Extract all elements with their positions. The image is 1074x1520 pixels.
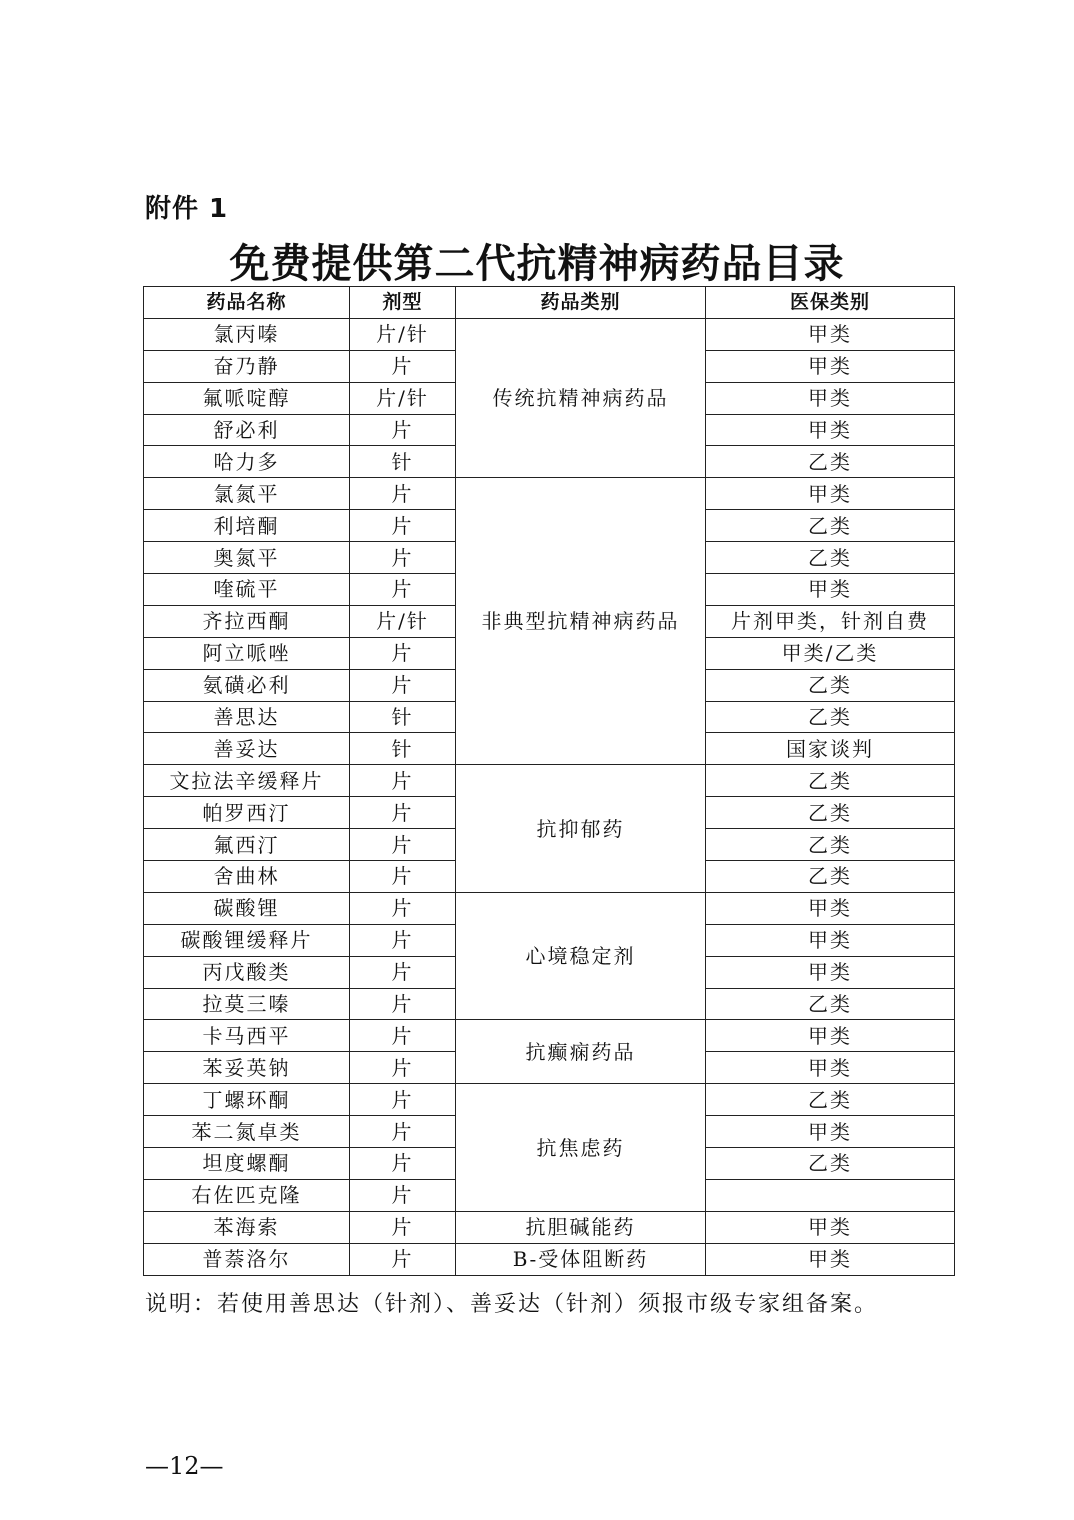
dosage-form-cell: 片/针 xyxy=(350,382,456,414)
table-row xyxy=(144,318,955,350)
table-row xyxy=(144,1084,955,1116)
dosage-form-cell: 片 xyxy=(350,1148,456,1180)
insurance-cell: 甲类 xyxy=(706,1243,955,1275)
table-row xyxy=(144,1020,955,1052)
insurance-cell: 甲类 xyxy=(706,574,955,606)
drug-name-cell: 碳酸锂 xyxy=(144,892,350,924)
drug-name-cell: 奥氮平 xyxy=(144,542,350,574)
drug-name-cell: 氯丙嗪 xyxy=(144,318,350,350)
insurance-cell: 乙类 xyxy=(706,669,955,701)
dosage-form-cell: 片 xyxy=(350,797,456,829)
insurance-cell: 乙类 xyxy=(706,1084,955,1116)
drug-name-cell: 氟哌啶醇 xyxy=(144,382,350,414)
drug-name-cell: 利培酮 xyxy=(144,510,350,542)
attachment-label: 附件 1 xyxy=(145,194,229,224)
table-row xyxy=(144,892,955,924)
drug-name-cell: 舒必利 xyxy=(144,414,350,446)
insurance-cell: 甲类 xyxy=(706,1020,955,1052)
drug-name-cell: 氨磺必利 xyxy=(144,669,350,701)
dosage-form-cell: 片 xyxy=(350,892,456,924)
insurance-cell: 乙类 xyxy=(706,988,955,1020)
dosage-form-cell: 片/针 xyxy=(350,605,456,637)
dosage-form-cell: 片 xyxy=(350,350,456,382)
insurance-cell: 甲类 xyxy=(706,382,955,414)
insurance-cell: 甲类 xyxy=(706,1052,955,1084)
drug-name-cell: 坦度螺酮 xyxy=(144,1148,350,1180)
drug-name-cell: 氯氮平 xyxy=(144,478,350,510)
dosage-form-cell: 片 xyxy=(350,861,456,893)
drug-category-cell: 心境稳定剂 xyxy=(456,892,706,1020)
drug-name-cell: 苯二氮卓类 xyxy=(144,1116,350,1148)
insurance-cell: 甲类/乙类 xyxy=(706,637,955,669)
drug-category-cell: 非典型抗精神病药品 xyxy=(456,478,706,765)
dosage-form-cell: 片 xyxy=(350,924,456,956)
drug-name-cell: 帕罗西汀 xyxy=(144,797,350,829)
drug-name-cell: 丙戊酸类 xyxy=(144,956,350,988)
insurance-cell: 甲类 xyxy=(706,318,955,350)
insurance-cell: 甲类 xyxy=(706,956,955,988)
insurance-cell xyxy=(706,1179,955,1211)
table-row xyxy=(144,1211,955,1243)
table-note: 说明：若使用善思达（针剂）、善妥达（针剂）须报市级专家组备案。 xyxy=(145,1292,879,1317)
dosage-form-cell: 片 xyxy=(350,669,456,701)
insurance-cell: 甲类 xyxy=(706,414,955,446)
insurance-cell: 甲类 xyxy=(706,924,955,956)
drug-category-cell: 抗焦虑药 xyxy=(456,1084,706,1212)
dosage-form-cell: 片 xyxy=(350,1084,456,1116)
drug-name-cell: 卡马西平 xyxy=(144,1020,350,1052)
drug-category-cell: 抗癫痫药品 xyxy=(456,1020,706,1084)
insurance-cell: 片剂甲类，针剂自费 xyxy=(706,605,955,637)
header-insurance-category: 医保类别 xyxy=(706,287,955,319)
dosage-form-cell: 片 xyxy=(350,637,456,669)
insurance-cell: 甲类 xyxy=(706,1211,955,1243)
drug-name-cell: 文拉法辛缓释片 xyxy=(144,765,350,797)
dosage-form-cell: 片 xyxy=(350,478,456,510)
dosage-form-cell: 片 xyxy=(350,829,456,861)
dosage-form-cell: 片 xyxy=(350,1116,456,1148)
insurance-cell: 乙类 xyxy=(706,1148,955,1180)
insurance-cell: 乙类 xyxy=(706,446,955,478)
dosage-form-cell: 针 xyxy=(350,446,456,478)
drug-name-cell: 喹硫平 xyxy=(144,574,350,606)
drug-name-cell: 氟西汀 xyxy=(144,829,350,861)
drug-name-cell: 拉莫三嗪 xyxy=(144,988,350,1020)
drug-name-cell: 苯海索 xyxy=(144,1211,350,1243)
drug-name-cell: 普萘洛尔 xyxy=(144,1243,350,1275)
insurance-cell: 甲类 xyxy=(706,1116,955,1148)
insurance-cell: 乙类 xyxy=(706,797,955,829)
insurance-cell: 乙类 xyxy=(706,542,955,574)
table-row xyxy=(144,478,955,510)
header-drug-category: 药品类别 xyxy=(456,287,706,319)
drug-name-cell: 阿立哌唑 xyxy=(144,637,350,669)
drug-category-cell: Β-受体阻断药 xyxy=(456,1243,706,1275)
insurance-cell: 乙类 xyxy=(706,765,955,797)
table-row xyxy=(144,765,955,797)
dosage-form-cell: 片 xyxy=(350,1243,456,1275)
table-row xyxy=(144,1243,955,1275)
header-drug-name: 药品名称 xyxy=(144,287,350,319)
insurance-cell: 乙类 xyxy=(706,510,955,542)
insurance-cell: 乙类 xyxy=(706,861,955,893)
header-dosage-form: 剂型 xyxy=(350,287,456,319)
dosage-form-cell: 片 xyxy=(350,414,456,446)
drug-name-cell: 舍曲林 xyxy=(144,861,350,893)
medicine-table xyxy=(143,286,955,1276)
dosage-form-cell: 片 xyxy=(350,956,456,988)
dosage-form-cell: 片 xyxy=(350,1052,456,1084)
insurance-cell: 甲类 xyxy=(706,350,955,382)
drug-category-cell: 抗抑郁药 xyxy=(456,765,706,893)
dosage-form-cell: 片 xyxy=(350,1211,456,1243)
dosage-form-cell: 片 xyxy=(350,542,456,574)
dosage-form-cell: 针 xyxy=(350,701,456,733)
dosage-form-cell: 片 xyxy=(350,988,456,1020)
insurance-cell: 甲类 xyxy=(706,478,955,510)
insurance-cell: 甲类 xyxy=(706,892,955,924)
drug-name-cell: 善妥达 xyxy=(144,733,350,765)
drug-category-cell: 抗胆碱能药 xyxy=(456,1211,706,1243)
dosage-form-cell: 片 xyxy=(350,765,456,797)
drug-name-cell: 善思达 xyxy=(144,701,350,733)
insurance-cell: 乙类 xyxy=(706,829,955,861)
document-title: 免费提供第二代抗精神病药品目录 xyxy=(229,240,845,287)
page-number: —12— xyxy=(145,1452,224,1480)
table-header-row xyxy=(144,287,955,319)
dosage-form-cell: 片/针 xyxy=(350,318,456,350)
dosage-form-cell: 针 xyxy=(350,733,456,765)
drug-name-cell: 丁螺环酮 xyxy=(144,1084,350,1116)
drug-name-cell: 碳酸锂缓释片 xyxy=(144,924,350,956)
drug-name-cell: 奋乃静 xyxy=(144,350,350,382)
insurance-cell: 国家谈判 xyxy=(706,733,955,765)
dosage-form-cell: 片 xyxy=(350,510,456,542)
drug-name-cell: 齐拉西酮 xyxy=(144,605,350,637)
drug-category-cell: 传统抗精神病药品 xyxy=(456,318,706,477)
dosage-form-cell: 片 xyxy=(350,1179,456,1211)
insurance-cell: 乙类 xyxy=(706,701,955,733)
dosage-form-cell: 片 xyxy=(350,574,456,606)
drug-name-cell: 右佐匹克隆 xyxy=(144,1179,350,1211)
drug-name-cell: 哈力多 xyxy=(144,446,350,478)
dosage-form-cell: 片 xyxy=(350,1020,456,1052)
drug-name-cell: 苯妥英钠 xyxy=(144,1052,350,1084)
